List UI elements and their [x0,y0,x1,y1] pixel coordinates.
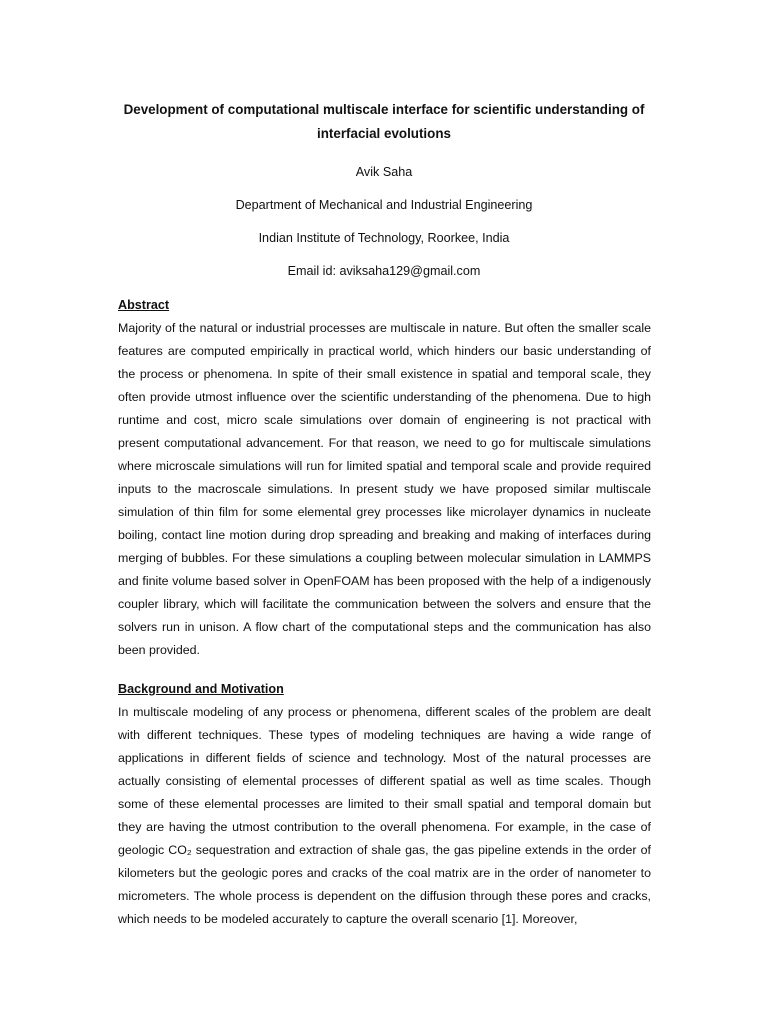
abstract-heading: Abstract [118,298,170,312]
background-text: In multiscale modeling of any process or phenomena, different scales of the problem are dealt with different techniques. These types of modeling techniques are having a wide range of applications in different fields of science and technology. Most of the natural processes are actually consisting of elemental processes of different spatial as well as time scales. Though some of these elemental processes are limited to their small spatial and temporal domain but they are having the utmost contribution to the overall phenomena. For example, in the case of geologic CO₂ sequestration and extraction of shale gas, the gas pipeline extends in the order of kilometers but the geologic pores and cracks of the coal matrix are in the order of nanometer to micrometers. The whole process is dependent on the diffusion through these pores and cracks, which needs to be modeled accurately to capture the overall scenario [1]. Moreover, [118,705,651,926]
abstract-text: Majority of the natural or industrial processes are multiscale in nature. But often the smaller scale features are computed empirically in practical world, which hinders our basic understanding of the process or phenomena. In spite of their small existence in spatial and temporal scale, they often provide utmost influence over the scientific understanding of the phenomena. Due to high runtime and cost, micro scale simulations over domain of engineering is not practical with present computational advancement. For that reason, we need to go for multiscale simulations where microscale simulations will run for limited spatial and temporal scale and provide required inputs to the macroscale simulations. In present study we have proposed similar multiscale simulation of thin film for some elemental grey processes like microlayer dynamics in nucleate boiling, contact line motion during drop spreading and breaking and making of interfaces during merging of bubbles. For these simulations a coupling between molecular simulation in LAMMPS and finite volume based solver in OpenFOAM has been proposed with the help of a indigenously coupler library, which will facilitate the communication between the solvers and ensure that the solvers run in unison. A flow chart of the computational steps and the communication has also been provided. [118,321,651,657]
title-block [118,98,650,279]
author-department: Department of Mechanical and Industrial Engineering [235,198,533,212]
paper-title: Development of computational multiscale interface for scientific understanding of interfacial evolutions [123,102,645,141]
author-name: Avik Saha [355,165,413,179]
author-email: Email id: aviksaha129@gmail.com [287,264,481,278]
background-section [118,680,651,931]
background-heading: Background and Motivation [118,682,284,696]
author-institute: Indian Institute of Technology, Roorkee, India [258,231,510,245]
abstract-section [118,296,651,662]
